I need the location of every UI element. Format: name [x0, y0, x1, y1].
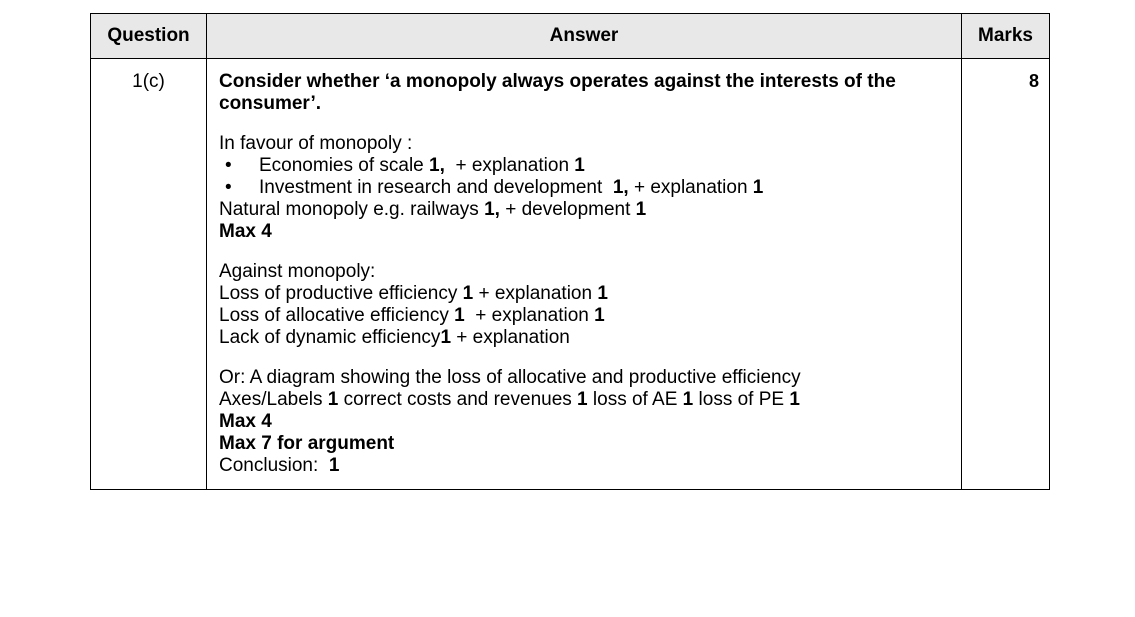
header-marks: Marks — [962, 14, 1050, 59]
mark-value: 1, — [484, 199, 500, 220]
mark-value: 1 — [635, 199, 647, 220]
point-text: loss of AE — [587, 389, 683, 410]
mark-value: 1 — [440, 327, 452, 348]
point-text: Axes/Labels — [219, 389, 328, 410]
point-text: Economies of scale — [259, 155, 430, 176]
favour-heading: In favour of monopoly : — [219, 133, 413, 154]
mark-value: 1 — [574, 155, 585, 176]
max-label: Max 4 — [219, 221, 272, 242]
list-item — [219, 305, 949, 327]
bullet-icon: • — [225, 177, 232, 198]
question-number: 1(c) — [91, 59, 207, 490]
mark-value: 1 — [328, 455, 340, 476]
list-item — [219, 389, 949, 411]
point-text: correct costs and revenues — [338, 389, 578, 410]
table-row — [91, 59, 1050, 490]
mark-scheme-table — [90, 13, 1050, 490]
max-label: Max 4 — [219, 411, 272, 432]
against-block — [219, 261, 949, 349]
diagram-block — [219, 367, 949, 477]
conclusion-line — [219, 455, 949, 477]
point-text: Loss of productive efficiency — [219, 283, 463, 304]
mark-value: 1 — [597, 283, 608, 304]
diagram-intro: Or: A diagram showing the loss of allocative and productive efficiency — [219, 367, 801, 388]
marks-value: 8 — [962, 59, 1050, 490]
point-text: + explanation — [473, 283, 598, 304]
list-item — [219, 177, 949, 199]
point-text: loss of PE — [693, 389, 790, 410]
mark-value: 1 — [327, 389, 339, 410]
mark-value: 1 — [682, 389, 694, 410]
header-row — [91, 14, 1050, 59]
list-item — [219, 155, 949, 177]
point-text: + explanation — [628, 177, 753, 198]
mark-value: 1 — [462, 283, 474, 304]
max-argument-label: Max 7 for argument — [219, 433, 395, 454]
point-text: Lack of dynamic efficiency — [219, 327, 441, 348]
mark-value: 1 — [752, 177, 764, 198]
answer-cell — [207, 59, 962, 490]
mark-value: 1 — [594, 305, 605, 326]
conclusion-label: Conclusion: — [219, 455, 329, 476]
mark-value: 1, — [612, 177, 629, 198]
against-heading: Against monopoly: — [219, 261, 376, 282]
list-item — [219, 327, 949, 349]
mark-value: 1, — [429, 155, 445, 176]
header-question: Question — [91, 14, 207, 59]
bullet-icon: • — [225, 155, 232, 176]
list-item — [219, 199, 949, 221]
point-text: + development — [499, 199, 636, 220]
point-text: Loss of allocative efficiency — [219, 305, 455, 326]
header-answer: Answer — [207, 14, 962, 59]
point-text: + explanation — [444, 155, 575, 176]
mark-value: 1 — [577, 389, 588, 410]
point-text: Investment in research and development — [259, 177, 613, 198]
list-item — [219, 283, 949, 305]
mark-value: 1 — [454, 305, 465, 326]
question-prompt: Consider whether ‘a monopoly always operates against the interests of the consumer’. — [219, 71, 896, 114]
point-text: + explanation — [464, 305, 595, 326]
point-text: Natural monopoly e.g. railways — [219, 199, 485, 220]
favour-block — [219, 133, 949, 243]
mark-value: 1 — [789, 389, 800, 410]
point-text: + explanation — [451, 327, 570, 348]
